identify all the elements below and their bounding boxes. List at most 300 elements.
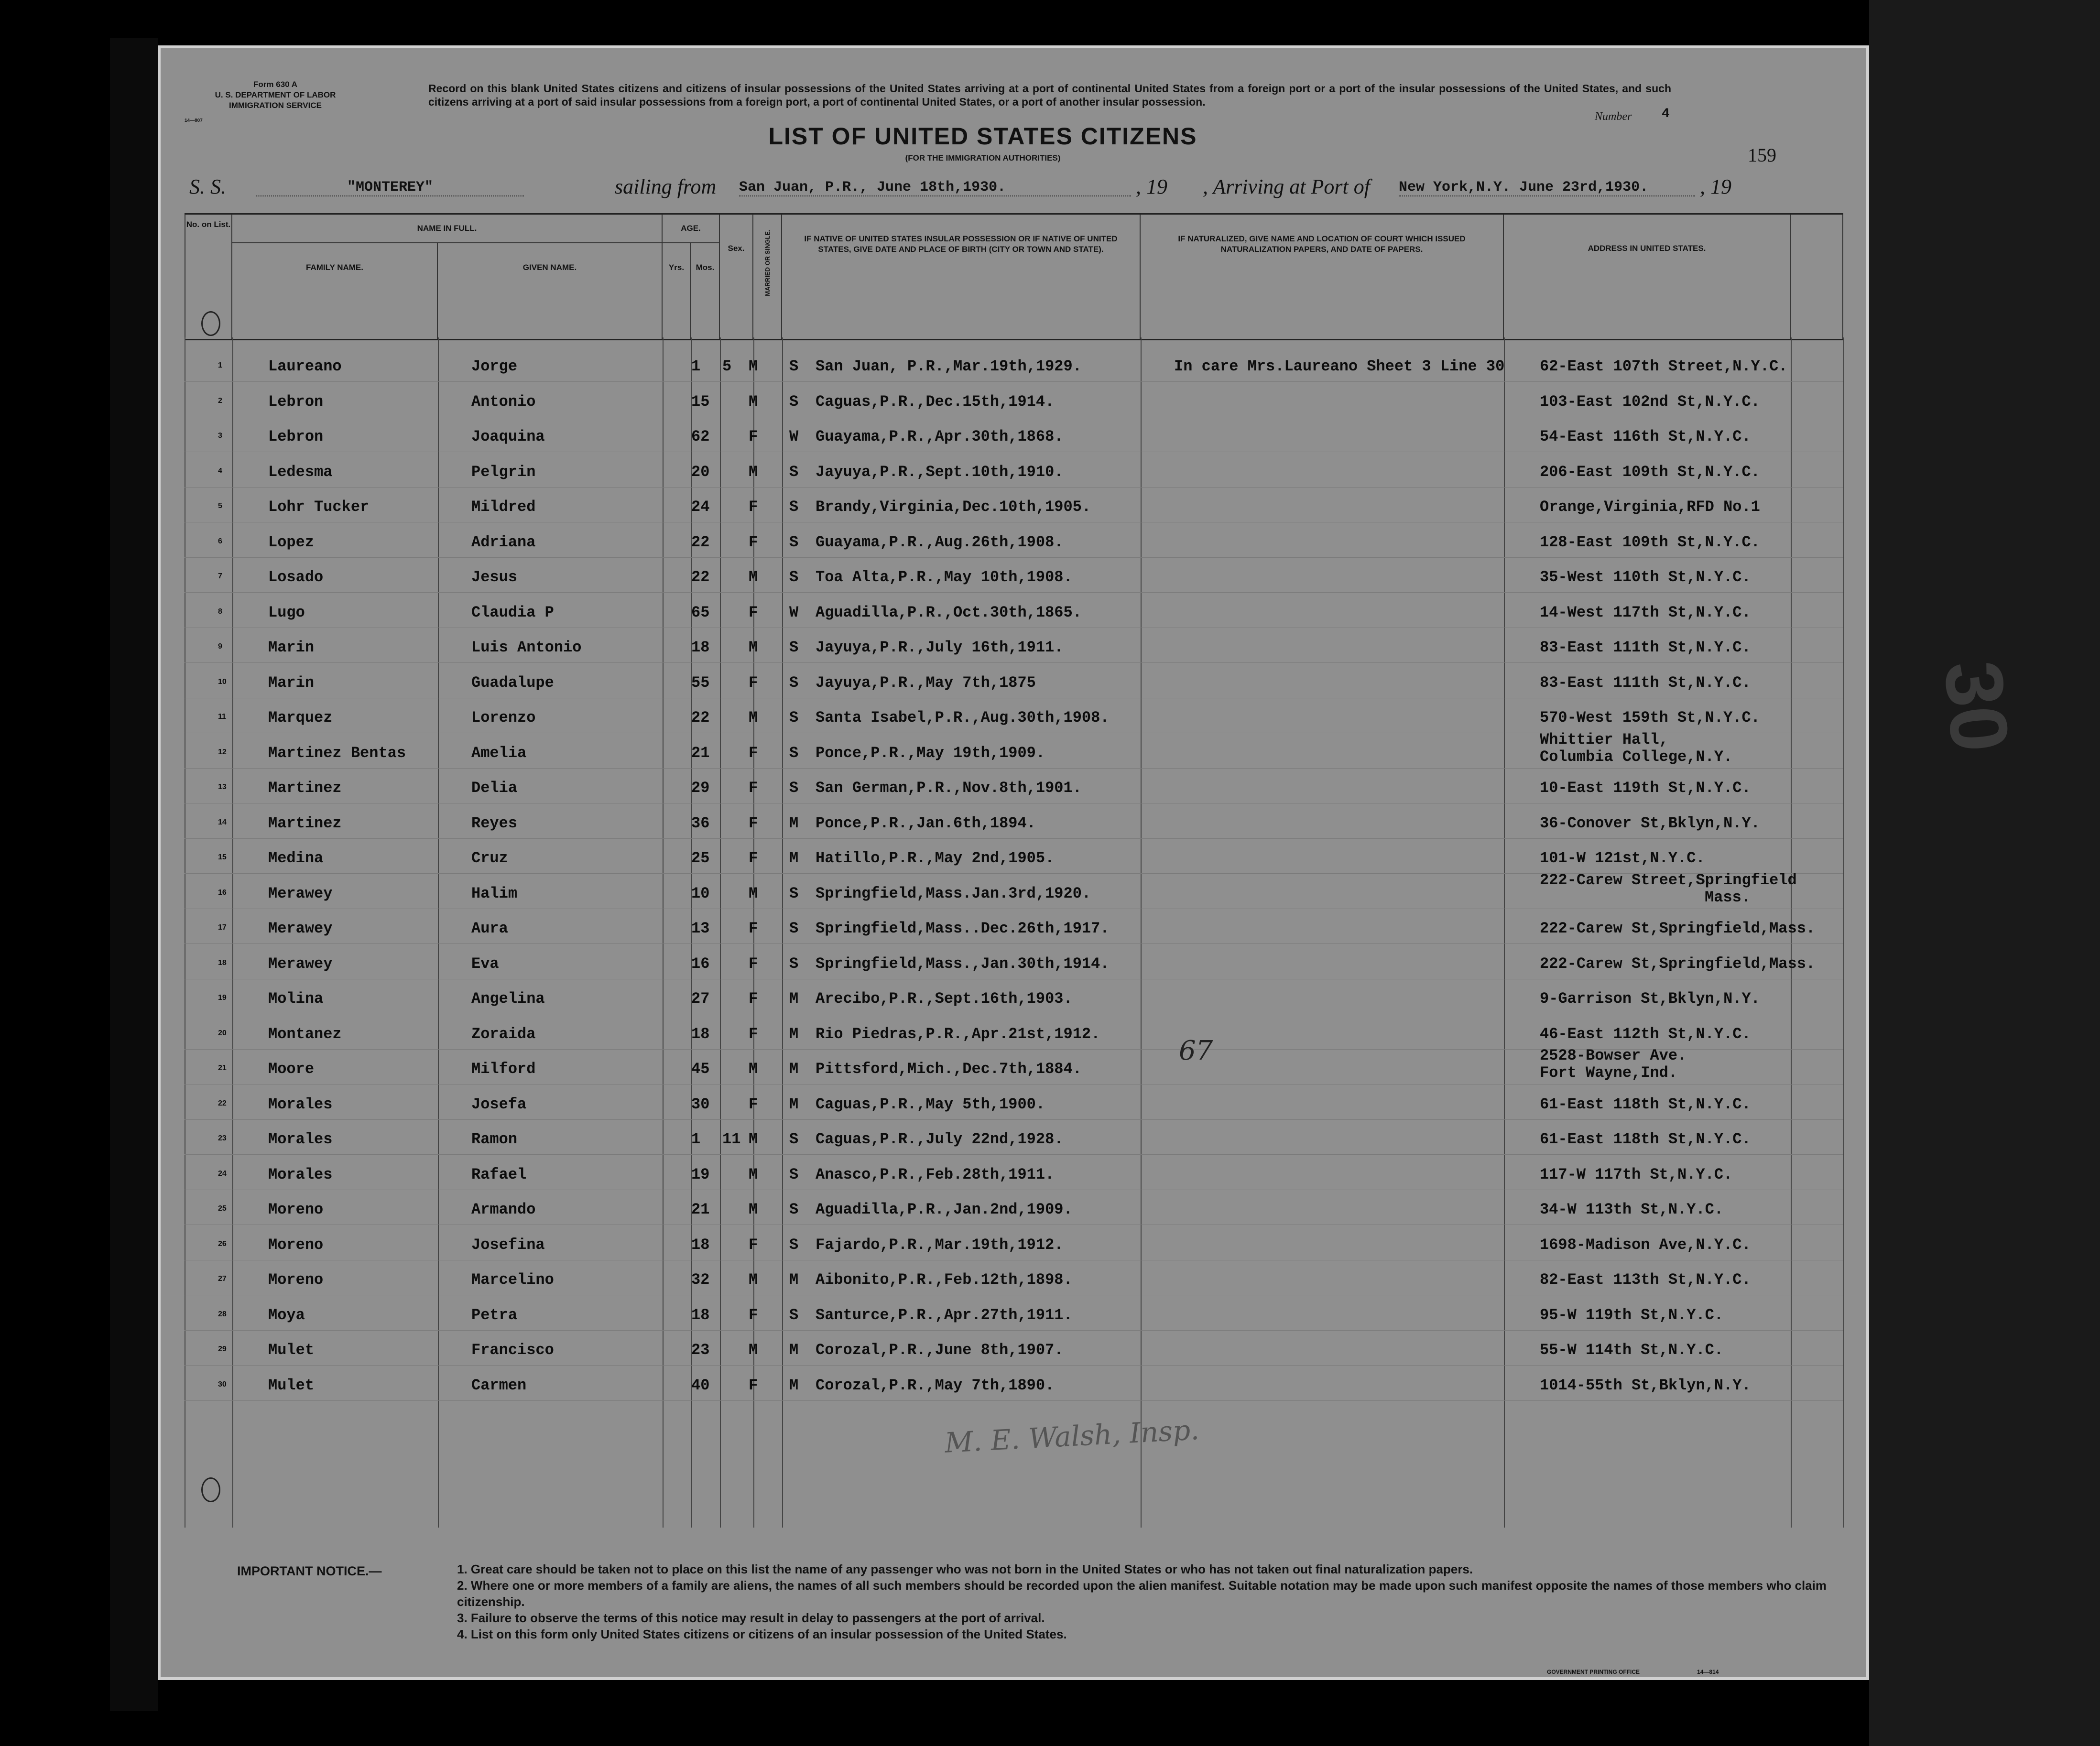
sex: F [749,954,758,973]
sex: F [749,1025,758,1043]
sex: F [749,1306,758,1324]
voyage-line [185,174,1810,202]
header-birth: IF NATIVE OF UNITED STATES INSULAR POSSESSION OR IF NATIVE OF UNITED STATES, GIVE DATE AND PLACE OF BIRTH (CITY OR TOWN AND STATE). [782,215,1141,339]
manifest-sheet [158,45,1869,1680]
address-line-2: Columbia College,N.Y. [1540,748,1733,766]
given-name: Pelgrin [471,463,536,481]
family-name: Merawey [268,884,333,902]
marital-status: S [789,1201,799,1218]
address: 9-Garrison St,Bklyn,N.Y. [1540,990,1760,1008]
adjacent-page-ghost-mark: 30 [1927,657,2026,756]
age-years: 24 [691,498,710,516]
page-number: 159 [1748,144,1776,166]
birth-place-date: Corozal,P.R.,May 7th,1890. [816,1376,1055,1394]
table-row [185,1225,1843,1260]
age-years: 55 [691,673,710,692]
sailing-label: sailing from [615,175,717,198]
address: 36-Conover St,Bklyn,N.Y. [1540,814,1760,832]
age-years: 65 [691,603,710,621]
header-address: ADDRESS IN UNITED STATES. [1504,215,1791,339]
table-row [185,1366,1843,1401]
age-years: 45 [691,1060,710,1078]
ss-label: S. S. [189,175,226,198]
address: 101-W 121st,N.Y.C. [1540,849,1705,867]
header-naturalized: IF NATURALIZED, GIVE NAME AND LOCATION OF COURT WHICH ISSUED NATURALIZATION PAPERS, AND DATE OF PAPERS. [1141,215,1504,339]
marital-status: S [789,1165,799,1183]
marital-status: M [789,1271,799,1289]
age-years: 23 [691,1341,710,1359]
address: 117-W 117th St,N.Y.C. [1540,1165,1733,1183]
printer-code: 14—814 [1697,1669,1719,1675]
address: 55-W 114th St,N.Y.C. [1540,1341,1724,1359]
arrival: New York,N.Y. June 23rd,1930. [1399,179,1695,196]
age-months: 11 [722,1130,741,1148]
form-number: Form 630 A [253,80,297,89]
age-years: 21 [691,744,710,762]
binding-strip [110,38,158,1711]
row-number: 29 [218,1345,227,1353]
table-row [185,871,1843,909]
header-mos: Mos. [691,243,720,339]
birth-place-date: Arecibo,P.R.,Sept.16th,1903. [816,990,1073,1008]
row-number: 10 [218,677,227,686]
sex: M [749,709,758,727]
family-name: Ledesma [268,463,333,481]
given-name: Reyes [471,814,518,832]
family-name: Morales [268,1165,333,1183]
table-row [185,347,1843,382]
given-name: Aura [471,920,508,937]
header-name-in-full: NAME IN FULL. [232,215,663,243]
address: 61-East 118th St,N.Y.C. [1540,1095,1751,1113]
ship-name: "MONTEREY" [256,179,524,196]
birth-place-date: Springfield,Mass.Jan.3rd,1920. [816,884,1091,902]
sex: F [749,814,758,832]
marital-status: S [789,533,799,551]
table-row [185,1120,1843,1155]
form-code: 14—807 [185,118,203,123]
birth-place-date: Caguas,P.R.,May 5th,1900. [816,1095,1045,1113]
table-row [185,1047,1843,1084]
row-number: 27 [218,1275,227,1283]
address: 128-East 109th St,N.Y.C. [1540,533,1760,551]
arriving-label: , Arriving at Port of [1203,175,1370,198]
family-name: Moya [268,1306,305,1324]
family-name: Molina [268,990,324,1008]
row-number: 30 [218,1380,227,1388]
row-number: 20 [218,1029,227,1037]
given-name: Amelia [471,744,527,762]
given-name: Antonio [471,392,536,411]
birth-place-date: San German,P.R.,Nov.8th,1901. [816,779,1082,797]
marital-status: M [789,1341,799,1359]
given-name: Angelina [471,990,545,1008]
sex: F [749,990,758,1008]
birth-place-date: Guayama,P.R.,Apr.30th,1868. [816,428,1064,445]
address-line-2: Mass. [1705,888,1751,906]
table-row [185,593,1843,628]
table-row [185,382,1843,417]
birth-place-date: Pittsford,Mich.,Dec.7th,1884. [816,1060,1082,1078]
family-name: Moreno [268,1271,324,1289]
header-given-name: GIVEN NAME. [438,243,663,339]
table-row [185,909,1843,944]
marital-status: S [789,1236,799,1254]
birth-place-date: Ponce,P.R.,Jan.6th,1894. [816,814,1036,832]
table-row [185,1155,1843,1190]
family-name: Lebron [268,428,324,445]
age-years: 25 [691,849,710,867]
row-number: 4 [218,466,222,475]
address: Whittier Hall, [1540,730,1668,748]
sex: M [749,884,758,902]
header-married-single [753,215,782,339]
address: 10-East 119th St,N.Y.C. [1540,779,1751,797]
birth-place-date: Rio Piedras,P.R.,Apr.21st,1912. [816,1025,1100,1043]
family-name: Martinez Bentas [268,744,406,762]
naturalization: In care Mrs.Laureano Sheet 3 Line 30 [1174,358,1505,375]
given-name: Cruz [471,849,508,867]
marital-status: M [789,990,799,1008]
row-number: 26 [218,1239,227,1248]
address: 83-East 111th St,N.Y.C. [1540,639,1751,656]
age-years: 15 [691,392,710,411]
row-number: 9 [218,642,222,651]
sex: F [749,1095,758,1113]
page-title: LIST OF UNITED STATES CITIZENS [768,123,1197,150]
row-number: 25 [218,1204,227,1213]
given-name: Mildred [471,498,536,516]
address: 46-East 112th St,N.Y.C. [1540,1025,1751,1043]
family-name: Mulet [268,1376,315,1394]
address: 83-East 111th St,N.Y.C. [1540,673,1751,692]
family-name: Morales [268,1130,333,1148]
marital-status: M [789,1376,799,1394]
address-line-2: Fort Wayne,Ind. [1540,1064,1678,1082]
age-years: 19 [691,1165,710,1183]
given-name: Armando [471,1201,536,1218]
table-row [185,1296,1843,1331]
age-years: 29 [691,779,710,797]
given-name: Delia [471,779,518,797]
given-name: Halim [471,884,518,902]
address: 54-East 116th St,N.Y.C. [1540,428,1751,445]
given-name: Josefina [471,1236,545,1254]
address: 82-East 113th St,N.Y.C. [1540,1271,1751,1289]
family-name: Mulet [268,1341,315,1359]
punch-hole-mark [201,1477,220,1502]
given-name: Ramon [471,1130,518,1148]
row-number: 19 [218,994,227,1002]
row-number: 22 [218,1099,227,1107]
row-number: 28 [218,1310,227,1318]
table-row [185,1190,1843,1225]
birth-place-date: Springfield,Mass.,Jan.30th,1914. [816,954,1110,973]
sex: F [749,1236,758,1254]
family-name: Marin [268,639,315,656]
address: 206-East 109th St,N.Y.C. [1540,463,1760,481]
address: 62-East 107th Street,N.Y.C. [1540,358,1788,375]
birth-place-date: Fajardo,P.R.,Mar.19th,1912. [816,1236,1064,1254]
age-years: 22 [691,533,710,551]
row-number: 23 [218,1134,227,1142]
family-name: Medina [268,849,324,867]
given-name: Josefa [471,1095,527,1113]
marital-status: M [789,1060,799,1078]
header-no-text: No. on List. [186,220,231,229]
marital-status: S [789,568,799,586]
sex: F [749,498,758,516]
age-years: 30 [691,1095,710,1113]
birth-place-date: Caguas,P.R.,July 22nd,1928. [816,1130,1064,1148]
sex: M [749,463,758,481]
table-row [185,1085,1843,1120]
address: 103-East 102nd St,N.Y.C. [1540,392,1760,411]
birth-place-date: Aguadilla,P.R.,Oct.30th,1865. [816,603,1082,621]
row-number: 14 [218,818,227,826]
sex: M [749,358,758,375]
sex: F [749,428,758,445]
birth-place-date: Jayuya,P.R.,May 7th,1875 [816,673,1036,692]
marital-status: S [789,884,799,902]
marital-status: S [789,463,799,481]
marital-status: S [789,954,799,973]
family-name: Merawey [268,920,333,937]
address: 35-West 110th St,N.Y.C. [1540,568,1751,586]
given-name: Zoraida [471,1025,536,1043]
sex: F [749,779,758,797]
row-number: 8 [218,607,222,616]
family-name: Moore [268,1060,315,1078]
family-name: Lopez [268,533,315,551]
marital-status: S [789,920,799,937]
sex: F [749,533,758,551]
family-name: Morales [268,1095,333,1113]
age-years: 27 [691,990,710,1008]
notice-item: 4. List on this form only United States citizens or citizens of an insular possession of the United States. [457,1627,1067,1641]
address: 95-W 119th St,N.Y.C. [1540,1306,1724,1324]
age-years: 10 [691,884,710,902]
address: 222-Carew Street,Springfield [1540,871,1797,889]
family-name: Losado [268,568,324,586]
age-months: 5 [722,358,732,375]
family-name: Marin [268,673,315,692]
row-number: 3 [218,432,222,440]
table-row [185,523,1843,558]
header-age: AGE. [663,215,720,243]
given-name: Marcelino [471,1271,554,1289]
notice-item: 3. Failure to observe the terms of this notice may result in delay to passengers at the port of arrival. [457,1611,1045,1625]
address: 1698-Madison Ave,N.Y.C. [1540,1236,1751,1254]
table-row [185,488,1843,522]
birth-place-date: Anasco,P.R.,Feb.28th,1911. [816,1165,1055,1183]
age-years: 13 [691,920,710,937]
birth-place-date: Aibonito,P.R.,Feb.12th,1898. [816,1271,1073,1289]
birth-place-date: Brandy,Virginia,Dec.10th,1905. [816,498,1091,516]
address: 14-West 117th St,N.Y.C. [1540,603,1751,621]
given-name: Jesus [471,568,518,586]
marital-status: S [789,779,799,797]
row-number: 24 [218,1169,227,1178]
given-name: Eva [471,954,499,973]
birth-place-date: Toa Alta,P.R.,May 10th,1908. [816,568,1073,586]
marital-status: S [789,358,799,375]
table-header [185,213,1843,340]
address: 222-Carew St,Springfield,Mass. [1540,920,1816,937]
family-name: Lohr Tucker [268,498,370,516]
table-row [185,1260,1843,1295]
sex: M [749,392,758,411]
notice-item: 2. Where one or more members of a family are aliens, the names of all such members should be recorded upon the alien manifest. Suitable notation may be made upon such manifest opposite the names of those members who claim citizenship. [457,1578,1827,1609]
marital-status: S [789,709,799,727]
sex: F [749,920,758,937]
table-row [185,979,1843,1014]
birth-place-date: Ponce,P.R.,May 19th,1909. [816,744,1045,762]
birth-place-date: Jayuya,P.R.,July 16th,1911. [816,639,1064,656]
address: Orange,Virginia,RFD No.1 [1540,498,1760,516]
table-row [185,558,1843,593]
column-rule [1843,337,1844,1528]
marital-status: M [789,814,799,832]
table-row [185,628,1843,663]
sex: M [749,1130,758,1148]
age-years: 18 [691,639,710,656]
age-years: 1 [691,358,701,375]
given-name: Guadalupe [471,673,554,692]
number-label: Number [1595,110,1632,123]
handwritten-annotation: 67 [1179,1035,1213,1066]
header-family-name: FAMILY NAME. [232,243,438,339]
page-subtitle: (FOR THE IMMIGRATION AUTHORITIES) [905,153,1061,163]
age-years: 32 [691,1271,710,1289]
row-number: 11 [218,713,226,721]
sex: M [749,639,758,656]
printer-imprint [1547,1669,1719,1675]
family-name: Montanez [268,1025,342,1043]
given-name: Joaquina [471,428,545,445]
age-years: 16 [691,954,710,973]
table-row [185,730,1843,769]
sex: F [749,744,758,762]
sex: F [749,603,758,621]
given-name: Rafael [471,1165,527,1183]
address: 34-W 113th St,N.Y.C. [1540,1201,1724,1218]
birth-place-date: Santurce,P.R.,Apr.27th,1911. [816,1306,1073,1324]
table-row [185,804,1843,839]
table-row [185,1015,1843,1050]
sex: M [749,568,758,586]
birth-place-date: Guayama,P.R.,Aug.26th,1908. [816,533,1064,551]
departure: San Juan, P.R., June 18th,1930. [739,179,1131,196]
sex: M [749,1165,758,1183]
table-row [185,769,1843,803]
sex: F [749,849,758,867]
marital-status: M [789,1025,799,1043]
row-number: 1 [218,361,222,369]
department: U. S. DEPARTMENT OF LABOR [215,90,336,99]
sex: M [749,1271,758,1289]
family-name: Moreno [268,1236,324,1254]
marital-status: S [789,1130,799,1148]
birth-place-date: Aguadilla,P.R.,Jan.2nd,1909. [816,1201,1073,1218]
age-years: 40 [691,1376,710,1394]
punch-hole-mark [201,311,220,336]
sex: F [749,673,758,692]
row-number: 2 [218,396,222,405]
notice-item: 1. Great care should be taken not to place on this list the name of any passenger who was not born in the United States or who has not taken out final naturalization papers. [457,1562,1473,1576]
table-row [185,698,1843,733]
form-instructions: Record on this blank United States citizens and citizens of insular possessions of the United States arriving at a port of continental United States from a foreign port or a port of the insular possessions of the United States, and such citizens arriving at a port of said insular possessions from a foreign port, a port of continental United States, or a port of another insular possession. [428,82,1671,108]
marital-status: S [789,1306,799,1324]
family-name: Laureano [268,358,342,375]
age-years: 18 [691,1025,710,1043]
birth-place-date: Hatillo,P.R.,May 2nd,1905. [816,849,1055,867]
row-number: 16 [218,888,227,897]
family-name: Martinez [268,779,342,797]
row-number: 21 [218,1064,227,1072]
year-label-1: , 19 [1136,175,1167,198]
marital-status: S [789,744,799,762]
table-row [185,839,1843,874]
given-name: Jorge [471,358,518,375]
marital-status: M [789,849,799,867]
given-name: Lorenzo [471,709,536,727]
age-years: 62 [691,428,710,445]
row-number: 17 [218,923,227,932]
sex: F [749,1376,758,1394]
table-row [185,417,1843,452]
family-name: Lebron [268,392,324,411]
birth-place-date: Corozal,P.R.,June 8th,1907. [816,1341,1064,1359]
form-identification [185,79,366,126]
table-row [185,453,1843,488]
birth-place-date: San Juan, P.R.,Mar.19th,1929. [816,358,1082,375]
given-name: Petra [471,1306,518,1324]
row-number: 5 [218,502,222,510]
table-row [185,944,1843,979]
birth-place-date: Springfield,Mass..Dec.26th,1917. [816,920,1110,937]
age-years: 36 [691,814,710,832]
family-name: Marquez [268,709,333,727]
sex: M [749,1341,758,1359]
age-years: 1 [691,1130,701,1148]
header-yrs: Yrs. [663,243,691,339]
given-name: Luis Antonio [471,639,582,656]
marital-status: S [789,673,799,692]
given-name: Francisco [471,1341,554,1359]
row-number: 7 [218,572,222,580]
age-years: 20 [691,463,710,481]
birth-place-date: Caguas,P.R.,Dec.15th,1914. [816,392,1055,411]
marital-status: W [789,428,799,445]
row-number: 13 [218,783,227,791]
marital-status: W [789,603,799,621]
list-number: 4 [1662,107,1670,121]
service: IMMIGRATION SERVICE [229,101,322,110]
marital-status: S [789,392,799,411]
marital-status: S [789,498,799,516]
address: 222-Carew St,Springfield,Mass. [1540,954,1816,973]
age-years: 18 [691,1306,710,1324]
row-number: 6 [218,537,222,545]
header-sex: Sex. [720,215,753,339]
birth-place-date: Santa Isabel,P.R.,Aug.30th,1908. [816,709,1110,727]
row-number: 15 [218,853,227,861]
year-label-2: , 19 [1700,175,1731,198]
family-name: Lugo [268,603,305,621]
birth-place-date: Jayuya,P.R.,Sept.10th,1910. [816,463,1064,481]
address: 61-East 118th St,N.Y.C. [1540,1130,1751,1148]
